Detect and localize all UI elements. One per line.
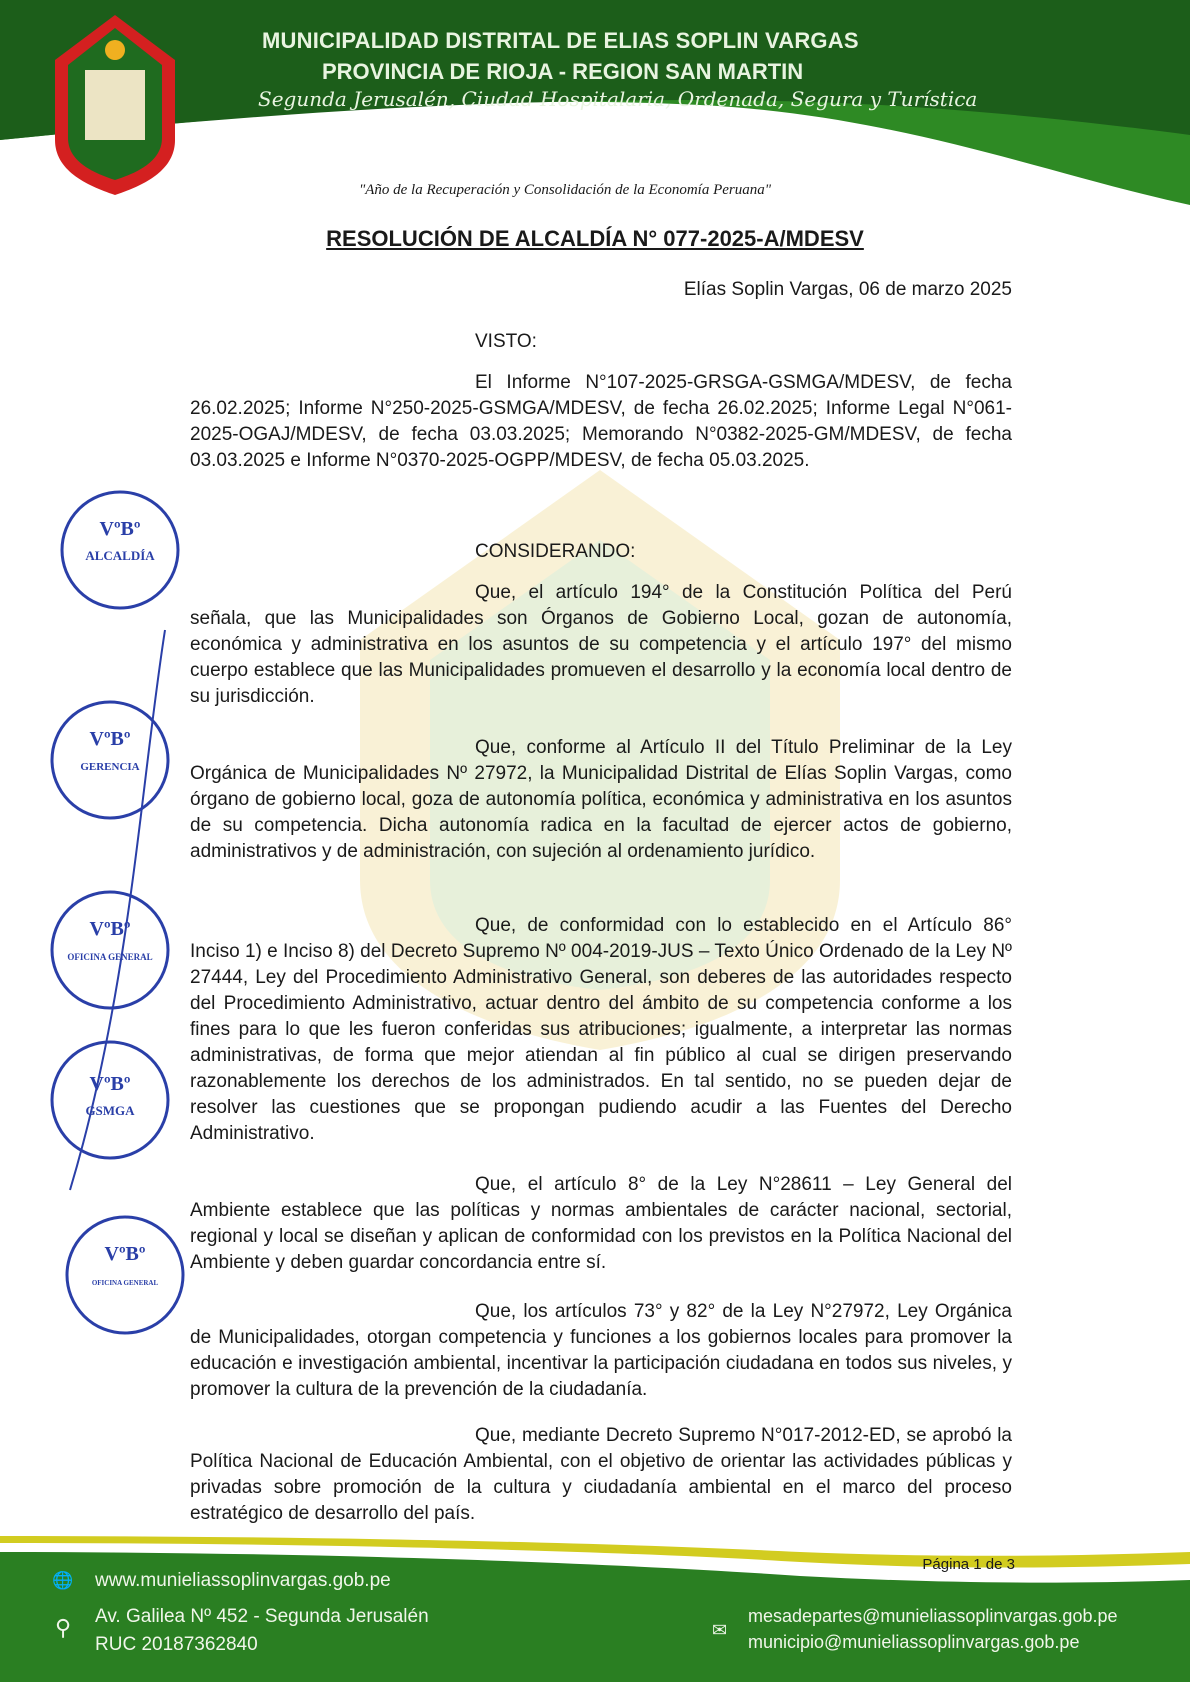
paragraph: Que, el artículo 194° de la Constitución Política del Perú señala, que las Municipalidades son Órganos de Gobierno Local, gozan de autonomía, económica y administrativa en los asuntos de su competencia y el artículo 197° del mismo cuerpo establece que las Municipalidades promueven el desarrollo y la economía local dentro de su jurisdicción. [190,582,1012,707]
visto-paragraph: El Informe N°107-2025-GRSGA-GSMGA/MDESV, de fecha 26.02.2025; Informe N°250-2025-GSMGA/MDESV, de fecha 26.02.2025; Informe Legal N°061-2025-OGAJ/MDESV, de fecha 03.03.2025; Memorando N°0382-2025-GM/MDESV, de fecha 03.03.2025 e Informe N°0370-2025-OGPP/MDESV, de fecha 05.03.2025. [190,372,1012,471]
paragraph: Que, conforme al Artículo II del Título Preliminar de la Ley Orgánica de Municipalidades Nº 27972, la Municipalidad Distrital de Elías Soplin Vargas, como órgano de gobierno local, goza de autonomía política, económica y administrativa en los asuntos de su competencia. Dicha autonomía radica en la facultad de ejercer actos de gobierno, administrativos y de administración, con sujeción al ordenamiento jurídico. [190,737,1012,862]
stamp-atencion [67,1217,183,1333]
approval-stamps [40,490,210,1350]
visto-heading: VISTO: [475,331,537,352]
stamp-gsmga [52,1042,168,1158]
province-region: PROVINCIA DE RIOJA - REGION SAN MARTIN [322,59,804,84]
svg-text:OFICINA GENERAL: OFICINA GENERAL [67,952,153,962]
svg-text:VºBº: VºBº [89,918,131,940]
svg-text:ALCALDÍA: ALCALDÍA [85,548,155,563]
address: Av. Galilea Nº 452 - Segunda Jerusalén [95,1606,429,1627]
svg-text:GERENCIA: GERENCIA [80,761,140,773]
svg-text:VºBº: VºBº [104,1243,146,1265]
globe-icon: 🌐 [52,1571,74,1590]
paragraph: Que, mediante Decreto Supremo N°017-2012-ED, se aprobó la Política Nacional de Educación Ambiental, con el objetivo de orientar las actividades públicas y privadas sobre promoción de la cultura y ciudadanía ambiental en el marco del proceso estratégico de desarrollo del país. [190,1425,1012,1524]
stamp-asesoria [52,892,168,1008]
slogan: Segunda Jerusalén, Ciudad Hospitalaria, Ordenada, Segura y Turística [258,87,978,111]
svg-text:VºBº: VºBº [89,728,131,750]
email-municipio[interactable]: municipio@munieliassoplinvargas.gob.pe [748,1632,1080,1652]
website-link[interactable]: www.munieliassoplinvargas.gob.pe [95,1570,391,1591]
stamp-gerencia [52,702,168,818]
svg-text:OFICINA GENERAL: OFICINA GENERAL [91,1279,159,1287]
email-mesadepartes[interactable]: mesadepartes@munieliassoplinvargas.gob.pe [748,1606,1118,1626]
municipality-name: MUNICIPALIDAD DISTRITAL DE ELIAS SOPLIN VARGAS [262,28,859,53]
resolution-date: Elías Soplin Vargas, 06 de marzo 2025 [683,279,1012,300]
page-number: Página 1 de 3 [922,1556,1015,1573]
resolution-title: RESOLUCIÓN DE ALCALDÍA N° 077-2025-A/MDESV [326,226,864,251]
year-motto: "Año de la Recuperación y Consolidación de la Economía Peruana" [358,182,772,198]
mail-icon: ✉ [712,1620,728,1640]
paragraph: Que, de conformidad con lo establecido en el Artículo 86° Inciso 1) e Inciso 8) del Decreto Supremo Nº 004-2019-JUS – Texto Único Ordenado de la Ley Nº 27444, Ley del Procedimiento Administrativo General, son deberes de las autoridades respecto del Procedimiento Administrativo, actuar dentro del ámbito de su competencia conforme a los fines para lo que les fueron conferidas sus atribuciones; igualmente, a interpretar las normas administrativas, de forma que mejor atiendan al fin público al cual se dirigen preservando razonablemente los derechos de los administrados. En tal sentido, no se pueden dejar de resolver las cuestiones que se propongan pudiendo acudir a las Fuentes del Derecho Administrativo. [190,915,1012,1144]
svg-text:VºBº: VºBº [89,1073,131,1095]
svg-text:VºBº: VºBº [99,518,141,540]
svg-text:GSMGA: GSMGA [85,1103,135,1118]
considerando-heading: CONSIDERANDO: [475,541,636,562]
ruc: RUC 20187362840 [95,1634,258,1655]
municipal-crest-logo [40,10,190,200]
paragraph: Que, el artículo 8° de la Ley N°28611 – Ley General del Ambiente establece que las políticas y normas ambientales de carácter nacional, sectorial, regional y local se diseñan y aplican de conformidad con los previstos en la Política Nacional del Ambiente y deben guardar concordancia entre sí. [190,1174,1012,1273]
paragraph: Que, los artículos 73° y 82° de la Ley N°27972, Ley Orgánica de Municipalidades, otorgan competencia y funciones a los gobiernos locales para promover la educación e investigación ambiental, incentivar la participación ciudadana en todos sus niveles, y promover la cultura de la prevención de la ciudadanía. [190,1301,1012,1400]
location-pin-icon: ⚲ [55,1615,72,1640]
